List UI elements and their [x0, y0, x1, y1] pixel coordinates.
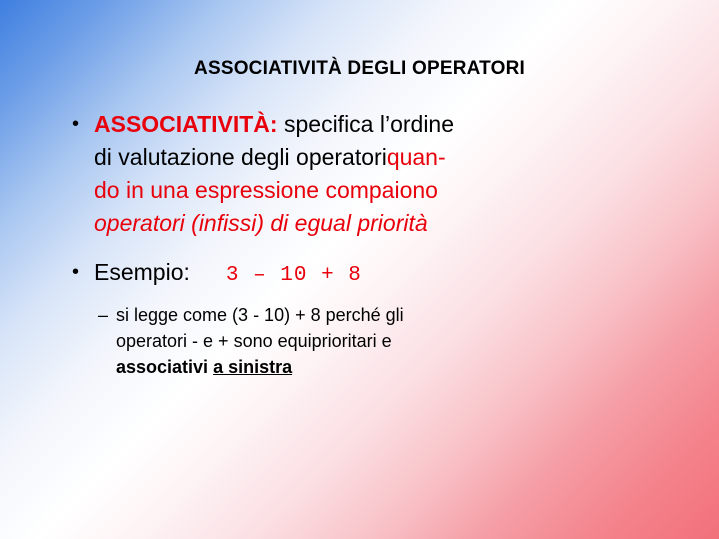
- bullet-marker-icon: •: [72, 113, 80, 135]
- term-colon: :: [269, 111, 284, 137]
- slide-title: ASSOCIATIVITÀ DEGLI OPERATORI: [194, 58, 525, 79]
- term-associativita: ASSOCIATIVITÀ: [94, 111, 270, 137]
- sub-bullet-marker-icon: –: [98, 305, 109, 325]
- definition-line-2-black: di valutazione degli operatori: [94, 144, 387, 170]
- slide-body: [62, 108, 662, 380]
- definition-line-4b: egual priorità: [288, 210, 428, 236]
- definition-line-3: do in una espressione compaiono: [94, 177, 438, 203]
- bullet-marker-icon-2: •: [72, 261, 80, 283]
- bullet-associativita: [62, 108, 662, 240]
- definition-line-4a: operatori (infissi) di: [94, 210, 289, 236]
- spiegazione-line-3-underline: a sinistra: [213, 357, 293, 377]
- sub-bullet-spiegazione: [62, 302, 662, 380]
- spiegazione-line-1: si legge come (3 - 10) + 8 perché gli: [116, 305, 404, 325]
- spiegazione-line-2: operatori - e + sono equiprioritari e: [116, 331, 392, 351]
- esempio-expression: 3 – 10 + 8: [225, 264, 362, 287]
- bullet-esempio: [62, 256, 662, 292]
- definition-line-2-red: quan-: [386, 144, 446, 170]
- spiegazione-line-3-bold: associativi: [116, 357, 214, 377]
- definition-line-1: specifica l’ordine: [283, 111, 455, 137]
- esempio-label: Esempio:: [94, 259, 190, 285]
